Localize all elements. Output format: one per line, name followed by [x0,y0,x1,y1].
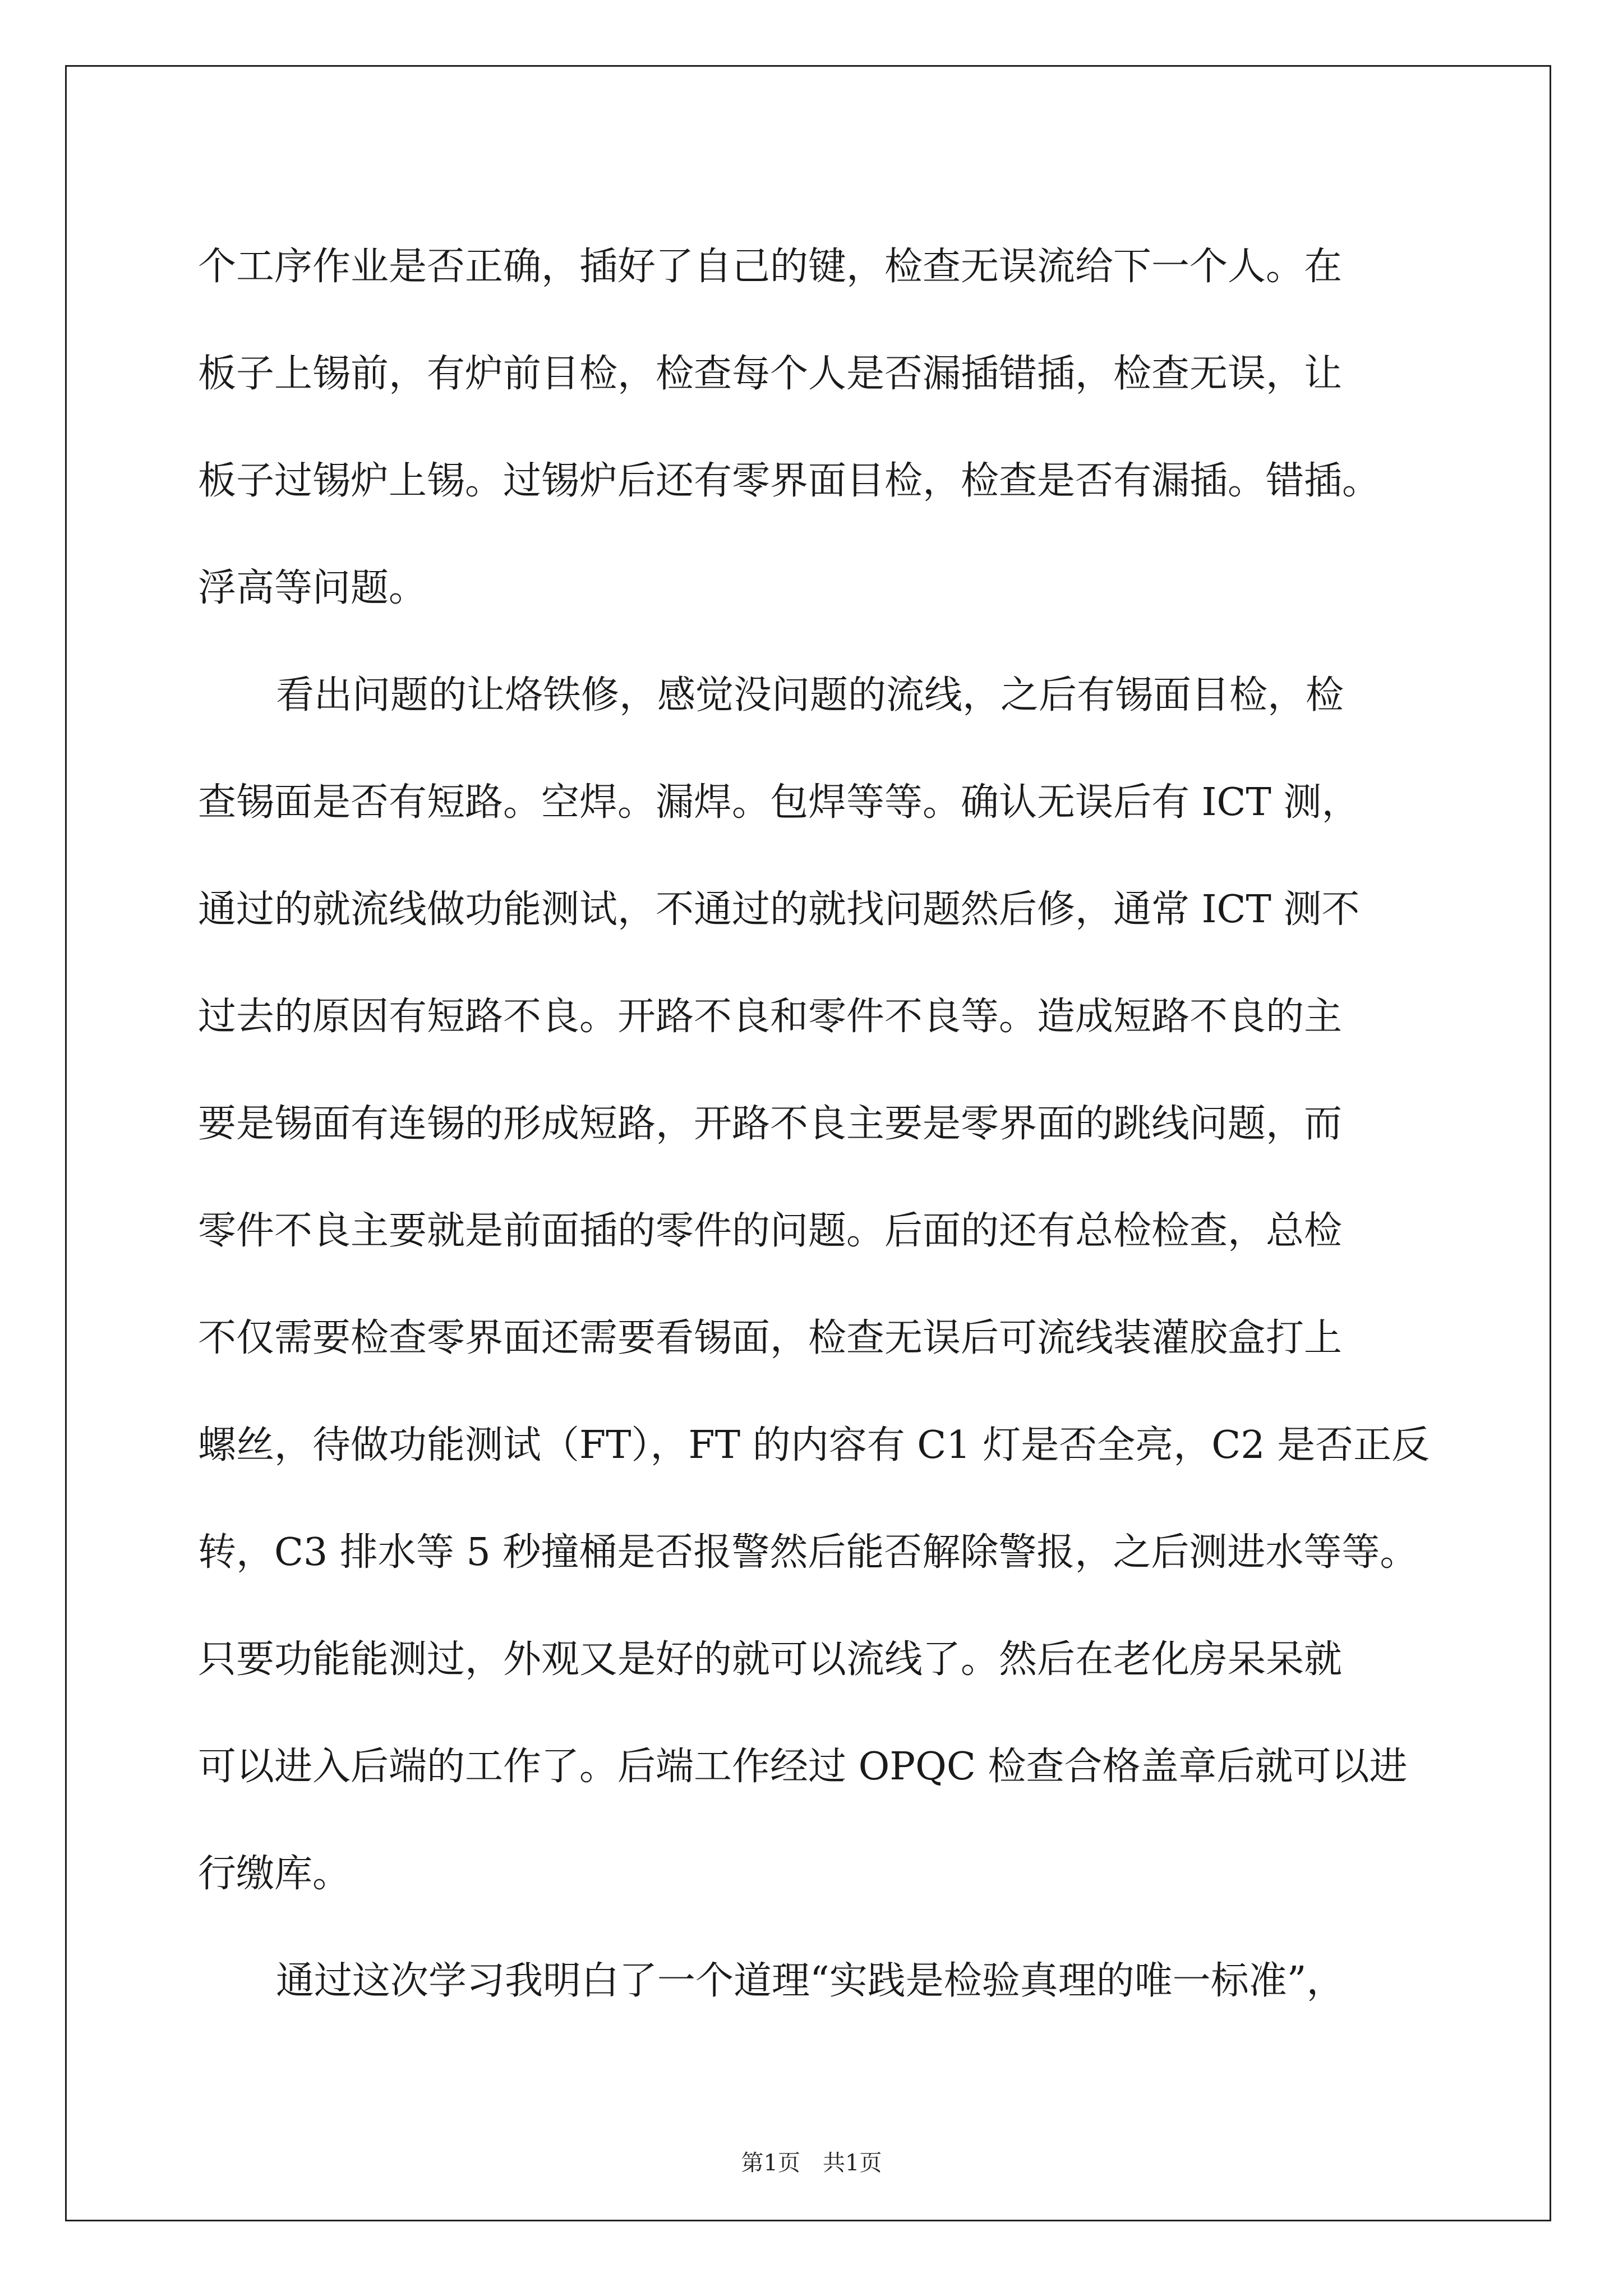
text-line: 行缴库。 [198,1852,351,1896]
text-line: 查锡面是否有短路。空焊。漏焊。包焊等等。确认无误后有 ICT 测， [198,780,1360,825]
text-line: 不仅需要检查零界面还需要看锡面，检查无误后可流线装灌胶盒打上 [198,1316,1343,1360]
paragraph-start-line: 看出问题的让烙铁修，感觉没问题的流线，之后有锡面目检，检 [276,673,1344,717]
text-line: 板子上锡前，有炉前目检，检查每个人是否漏插错插，检查无误，让 [198,352,1343,396]
text-line: 个工序作业是否正确，插好了自己的键，检查无误流给下一个人。在 [198,245,1343,289]
text-line: 浮高等问题。 [198,566,427,610]
text-line: 板子过锡炉上锡。过锡炉后还有零界面目检，检查是否有漏插。错插。 [198,459,1381,503]
text-line: 只要功能能测过，外观又是好的就可以流线了。然后在老化房呆呆就 [198,1637,1343,1682]
text-line: 过去的原因有短路不良。开路不良和零件不良等。造成短路不良的主 [198,995,1343,1039]
body-text [198,213,1460,2035]
text-line: 零件不良主要就是前面插的零件的问题。后面的还有总检检查，总检 [198,1209,1343,1253]
paragraph-start-line: 通过这次学习我明白了一个道理“实践是检验真理的唯一标准”， [276,1959,1345,2003]
text-line: 转，C3 排水等 5 秒撞桶是否报警然后能否解除警报，之后测进水等等。 [198,1530,1418,1575]
text-line: 螺丝，待做功能测试（FT），FT 的内容有 C1 灯是否全亮，C2 是否正反 [198,1423,1430,1467]
page-footer: 第1页 共1页 [741,2150,882,2176]
text-line: 可以进入后端的工作了。后端工作经过 OPQC 检查合格盖章后就可以进 [198,1745,1408,1789]
text-line: 通过的就流线做功能测试，不通过的就找问题然后修，通常 ICT 测不 [198,887,1360,932]
text-line: 要是锡面有连锡的形成短路，开路不良主要是零界面的跳线问题，而 [198,1102,1343,1146]
